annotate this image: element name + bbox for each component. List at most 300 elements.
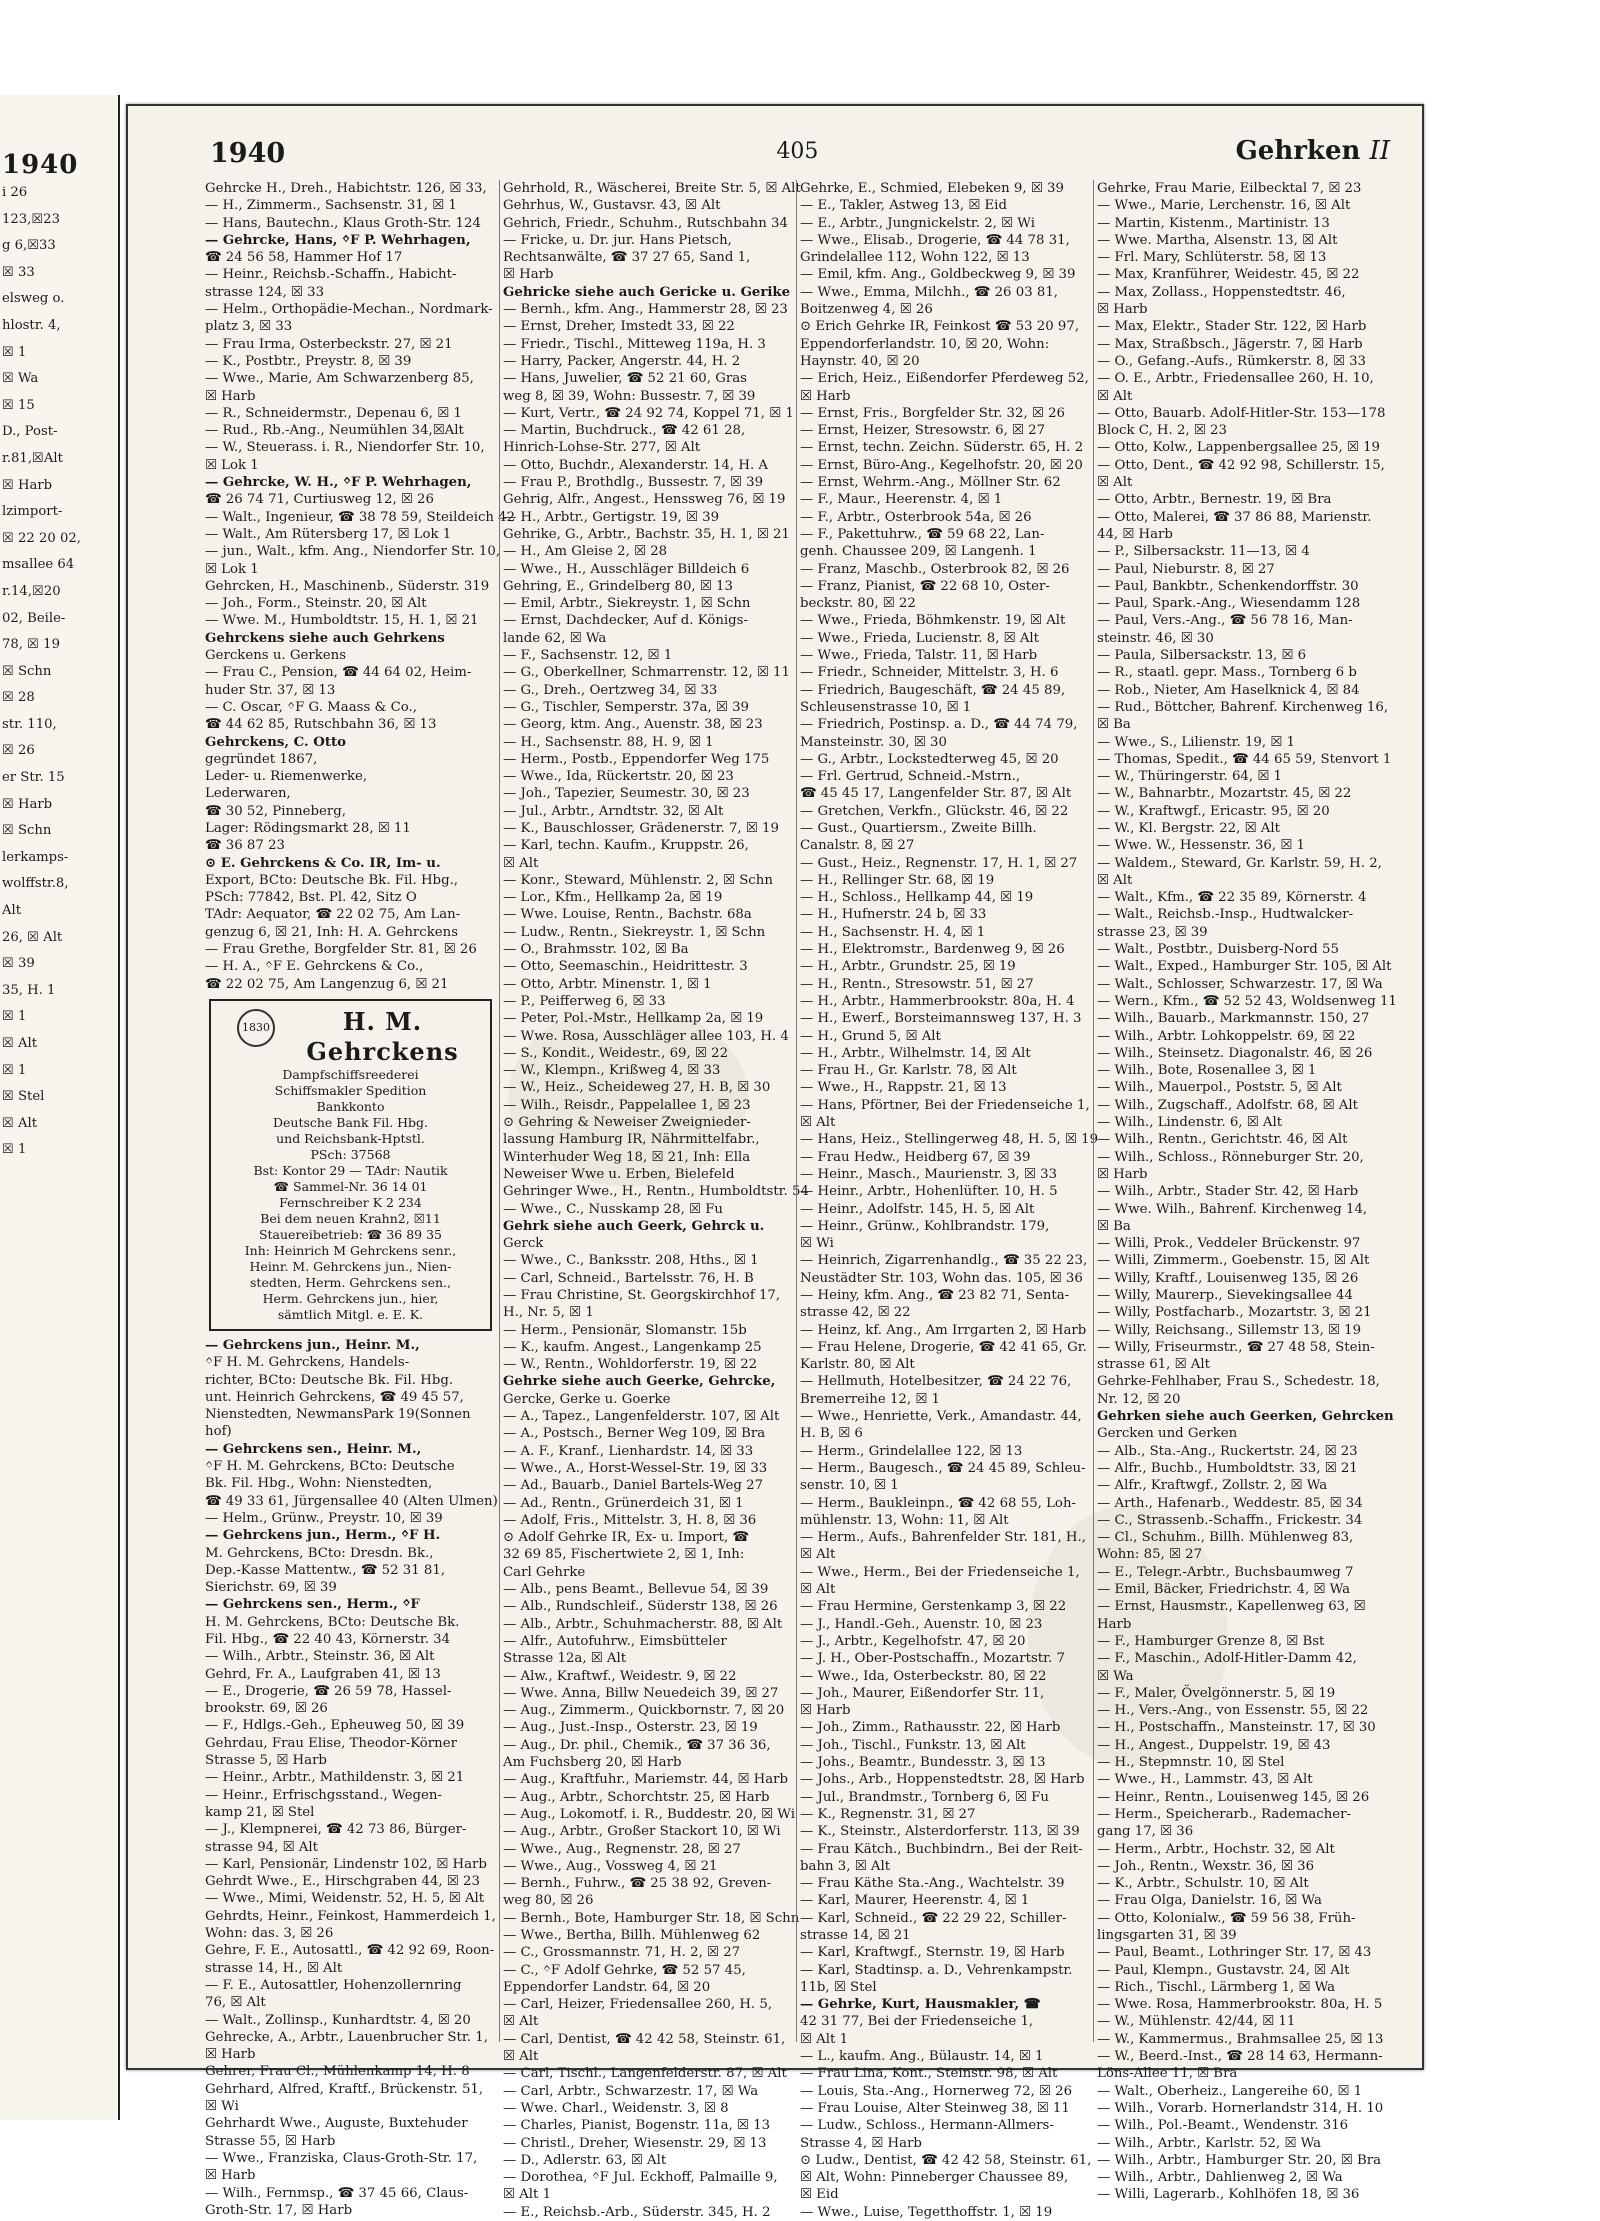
facing-page-line: ☒ 1	[2, 1062, 27, 1078]
directory-entry: — Friedrich, Baugeschäft, ☎ 24 45 89,	[800, 682, 1066, 698]
directory-entry: — Karl, Kraftwgf., Sternstr. 19, ☒ Harb	[800, 1945, 1065, 1961]
section-suffix: II	[1369, 136, 1390, 166]
directory-entry: — Ernst, Dreher, Imstedt 33, ☒ 22	[503, 319, 735, 335]
directory-entry: Lager: Rödingsmarkt 28, ☒ 11	[205, 820, 411, 836]
directory-entry: — Joh., Zimm., Rathausstr. 22, ☒ Harb	[800, 1720, 1061, 1736]
directory-entry: — Wilh., Zugschaff., Adolfstr. 68, ☒ Alt	[1097, 1097, 1358, 1113]
directory-entry: Strasse 55, ☒ Harb	[205, 2133, 336, 2149]
directory-columns	[202, 180, 1397, 2220]
directory-entry: — Wilh., Rentn., Gerichtstr. 46, ☒ Alt	[1097, 1132, 1348, 1148]
ad-line: Fernschreiber K 2 234	[279, 1194, 422, 1210]
directory-entry: ☒ Harb	[1097, 302, 1148, 318]
directory-entry: — Wwe., Marie, Am Schwarzenberg 85,	[205, 371, 474, 387]
directory-entry: — Joh., Maurer, Eißendorfer Str. 11,	[800, 1685, 1045, 1701]
directory-entry: — K., Steinstr., Alsterdorferstr. 113, ☒ 39	[800, 1824, 1080, 1840]
directory-entry: — Max, Kranführer, Weidestr. 45, ☒ 22	[1097, 267, 1360, 283]
directory-entry: Boitzenweg 4, ☒ 26	[800, 302, 933, 318]
directory-entry: — H., Postschaffn., Mansteinstr. 17, ☒ 30	[1097, 1720, 1376, 1736]
directory-entry: — Herm., Baukleinpn., ☎ 42 68 55, Loh-	[800, 1495, 1076, 1511]
directory-entry: — Frau Louise, Alter Steinweg 38, ☒ 11	[800, 2100, 1070, 2116]
column-3-entries	[800, 180, 1099, 2221]
directory-entry: — Alw., Kraftwf., Weidestr. 9, ☒ 22	[503, 1668, 737, 1684]
directory-entry: — W., Kl. Bergstr. 22, ☒ Alt	[1097, 820, 1280, 836]
directory-entry: 11b, ☒ Stel	[800, 1979, 877, 1995]
directory-entry: — Herm., Aufs., Bahrenfelder Str. 181, H.,	[800, 1530, 1086, 1546]
directory-entry: ☎ 44 62 85, Rutschbahn 36, ☒ 13	[205, 717, 437, 733]
directory-entry: — Wwe., Frieda, Talstr. 11, ☒ Harb	[800, 648, 1038, 664]
directory-entry: Export, BCto: Deutsche Bk. Fil. Hbg.,	[205, 872, 459, 888]
directory-entry: — Helm., Orthopädie-Mechan., Nordmark-	[205, 302, 493, 318]
directory-entry: — Willy, Maurerp., Sievekingsallee 44	[1097, 1288, 1353, 1303]
directory-entry: — E., Drogerie, ☎ 26 59 78, Hassel-	[205, 1683, 452, 1699]
directory-entry: — Ad., Rentn., Grünerdeich 31, ☒ 1	[503, 1495, 744, 1511]
directory-entry: ☎ 30 52, Pinneberg,	[205, 803, 346, 819]
directory-entry: — Gust., Heiz., Regnenstr. 17, H. 1, ☒ 27	[800, 855, 1078, 871]
facing-page-line: ☒ Alt	[2, 1115, 38, 1131]
directory-entry: — D., Adlerstr. 63, ☒ Alt	[503, 2152, 667, 2168]
column-1-entries-continued	[205, 1337, 496, 2219]
directory-entry: — F., Pakettuhrw., ☎ 59 68 22, Lan-	[800, 526, 1045, 542]
ad-line: Dampfschiffsreederei	[282, 1066, 419, 1082]
directory-entry: Gehrich, Friedr., Schuhm., Rutschbahn 34	[503, 215, 788, 231]
facing-page-line: ☒ 22 20 02,	[2, 530, 81, 546]
directory-entry: — Franz, Maschb., Osterbrook 82, ☒ 26	[800, 561, 1070, 577]
directory-entry: — J., Arbtr., Kegelhofstr. 47, ☒ 20	[800, 1633, 1026, 1649]
directory-entry: ☒ Alt 1	[800, 2031, 849, 2047]
directory-entry: — Otto, Arbtr. Minenstr. 1, ☒ 1	[503, 976, 712, 992]
directory-entry: ☎ 22 02 75, Am Langenzug 6, ☒ 21	[205, 976, 449, 992]
directory-entry: — Alfr., Autofuhrw., Eimsbütteler	[503, 1633, 727, 1649]
directory-entry: — Carl, Heizer, Friedensallee 260, H. 5,	[503, 1997, 773, 2013]
column-4	[1093, 180, 1397, 2203]
directory-entry: — J. H., Ober-Postschaffn., Mozartstr. 7	[800, 1651, 1065, 1667]
directory-entry: — H., Vers.-Ang., von Essenstr. 55, ☒ 22	[1097, 1703, 1369, 1719]
directory-entry: — Frau Helene, Drogerie, ☎ 42 41 65, Gr.	[800, 1339, 1087, 1355]
directory-entry: Bremerreihe 12, ☒ 1	[800, 1391, 940, 1407]
directory-entry: — Ludw., Rentn., Siekreystr. 1, ☒ Schn	[503, 924, 766, 940]
directory-entry: ☒ Wi	[205, 2099, 239, 2115]
directory-entry: ☒ Alt	[503, 2049, 539, 2065]
directory-entry: — C. Oscar, ᛜF G. Maass & Co.,	[205, 699, 417, 715]
directory-entry: — S., Kondit., Weidestr., 69, ☒ 22	[503, 1045, 729, 1061]
directory-entry: — Louis, Sta.-Ang., Hornerweg 72, ☒ 26	[800, 2083, 1073, 2099]
directory-entry: Canalstr. 8, ☒ 27	[800, 838, 915, 854]
directory-entry: — J., Handl.-Geh., Auenstr. 10, ☒ 23	[800, 1616, 1043, 1632]
directory-entry: Gehrhus, W., Gustavsr. 43, ☒ Alt	[503, 198, 721, 214]
directory-entry: — K., Bauschlosser, Grädenerstr. 7, ☒ 19	[503, 820, 779, 836]
directory-entry: Neweiser Wwe u. Erben, Bielefeld	[503, 1166, 735, 1182]
directory-entry: — C., ᛜF Adolf Gehrke, ☎ 52 57 45,	[503, 1962, 746, 1978]
directory-entry: Carl Gehrke	[503, 1564, 586, 1580]
directory-entry: — Joh., Rentn., Wexstr. 36, ☒ 36	[1097, 1858, 1315, 1874]
directory-entry: Dep.-Kasse Mattentw., ☎ 52 31 81,	[205, 1562, 446, 1578]
facing-page-lines	[0, 180, 118, 1164]
ad-line: PSch: 37568	[310, 1146, 391, 1162]
directory-entry: ☒ Harb	[205, 2168, 256, 2184]
directory-entry: — Wwe., Ida, Osterbeckstr. 80, ☒ 22	[800, 1668, 1047, 1684]
directory-entry: strasse 14, H., ☒ Alt	[205, 1960, 343, 1976]
directory-entry: — Konr., Steward, Mühlenstr. 2, ☒ Schn	[503, 872, 773, 888]
ad-line: Schiffsmakler Spedition	[274, 1082, 427, 1098]
directory-entry: Nr. 12, ☒ 20	[1097, 1391, 1181, 1407]
directory-entry: — K., Regnenstr. 31, ☒ 27	[800, 1806, 976, 1822]
directory-entry: — Otto, Dent., ☎ 42 92 98, Schillerstr. 15,	[1097, 457, 1385, 473]
directory-entry: lande 62, ☒ Wa	[503, 630, 607, 646]
directory-entry: — Wilh., Arbtr., Stader Str. 42, ☒ Harb	[1097, 1184, 1359, 1200]
facing-page-line: elsweg o.	[2, 291, 65, 307]
facing-page-line: g 6,☒33	[2, 238, 56, 254]
directory-entry: Gehrckens siehe auch Gehrkens	[205, 630, 445, 646]
directory-entry: — Herm., Pensionär, Slomanstr. 15b	[503, 1322, 747, 1338]
directory-entry: — H., Stepmnstr. 10, ☒ Stel	[1097, 1755, 1285, 1771]
directory-entry: — Alb., pens Beamt., Bellevue 54, ☒ 39	[503, 1582, 769, 1598]
directory-entry: — Frau Hermine, Gerstenkamp 3, ☒ 22	[800, 1599, 1067, 1615]
directory-entry: — Erich, Heiz., Eißendorfer Pferdeweg 52,	[800, 371, 1089, 387]
facing-page-line: ☒ Harb	[2, 796, 53, 812]
directory-entry: — Max, Straßbsch., Jägerstr. 7, ☒ Harb	[1097, 336, 1363, 352]
directory-entry: — Willi, Prok., Veddeler Brückenstr. 97	[1097, 1236, 1361, 1252]
directory-entry: — Aug., Zimmerm., Quickbornstr. 7, ☒ 20	[503, 1703, 785, 1719]
directory-entry: — W., Steuerass. i. R., Niendorfer Str. 10,	[205, 440, 485, 456]
directory-entry: — Bernh., Bote, Hamburger Str. 18, ☒ Schn	[503, 1910, 800, 1926]
directory-entry: H., Nr. 5, ☒ 1	[503, 1305, 594, 1321]
directory-entry: — Karl, Pensionär, Lindenstr 102, ☒ Harb	[205, 1856, 487, 1872]
directory-entry: ⊙ Adolf Gehrke IR, Ex- u. Import, ☎	[503, 1530, 749, 1546]
directory-entry: — Wilh., Fernmsp., ☎ 37 45 66, Claus-	[205, 2185, 469, 2201]
directory-entry: steinstr. 46, ☒ 30	[1097, 630, 1214, 646]
directory-entry: ☒ Wi	[800, 1236, 834, 1252]
directory-entry: — Wilh., Arbtr. Lohkoppelstr. 69, ☒ 22	[1097, 1028, 1356, 1044]
directory-entry: — Harry, Packer, Angerstr. 44, H. 2	[503, 353, 741, 369]
directory-entry: — Bernh., kfm. Ang., Hammerstr 28, ☒ 23	[503, 302, 788, 318]
directory-entry: weg 80, ☒ 26	[503, 1893, 594, 1909]
directory-entry: — Wilh., Reisdr., Pappelallee 1, ☒ 23	[503, 1097, 751, 1113]
directory-entry: — W., Kraftwgf., Ericastr. 95, ☒ 20	[1097, 803, 1330, 819]
directory-entry: — Gehrckens sen., Heinr. M.,	[205, 1441, 422, 1457]
facing-page-line: i 26	[2, 185, 28, 200]
directory-entry: — W., Klempn., Krißweg 4, ☒ 33	[503, 1063, 721, 1079]
directory-entry: — Otto, Buchdr., Alexanderstr. 14, H. A	[503, 457, 768, 473]
facing-page-line: r.81,☒Alt	[2, 450, 63, 466]
directory-entry: — Wwe., Franziska, Claus-Groth-Str. 17,	[205, 2150, 478, 2166]
directory-entry: Gehrhard, Alfred, Kraftf., Brückenstr. 51,	[205, 2081, 484, 2097]
directory-entry: — Ad., Bauarb., Daniel Bartels-Weg 27	[503, 1478, 764, 1494]
page-year: 1940	[210, 138, 286, 169]
directory-entry: — Heinz, kf. Ang., Am Irrgarten 2, ☒ Harb	[800, 1322, 1087, 1338]
facing-page-line: ☒ 1	[2, 1142, 27, 1158]
directory-entry: — Wilh., Vorarb. Hornerlandstr 314, H. 10	[1097, 2100, 1384, 2116]
directory-entry: — Gust., Quartiersm., Zweite Billh.	[800, 820, 1037, 836]
directory-entry: — Ernst, Dachdecker, Auf d. Königs-	[503, 613, 748, 629]
directory-entry: — P., Silbersackstr. 11—13, ☒ 4	[1097, 544, 1310, 560]
directory-entry: ☒ Alt	[503, 855, 539, 871]
directory-entry: — Walt., Exped., Hamburger Str. 105, ☒ Alt	[1097, 959, 1392, 975]
directory-entry: — Emil, Arbtr., Siekreystr. 1, ☒ Schn	[503, 596, 751, 612]
directory-entry: — Carl, Arbtr., Schwarzestr. 17, ☒ Wa	[503, 2083, 759, 2099]
directory-entry: Gehrke siehe auch Geerke, Gehrcke,	[503, 1374, 776, 1390]
directory-entry: — Wwe. Louise, Rentn., Bachstr. 68a	[503, 907, 752, 923]
directory-entry: Gehrd, Fr. A., Laufgraben 41, ☒ 13	[205, 1666, 441, 1682]
directory-entry: ☒ Alt	[800, 1547, 836, 1563]
directory-entry: Gehrke-Fehlhaber, Frau S., Schedestr. 18,	[1097, 1374, 1380, 1390]
directory-entry: M. Gehrckens, BCto: Dresdn. Bk.,	[205, 1545, 434, 1561]
directory-entry: Gehringer Wwe., H., Rentn., Humboldtstr. 54	[503, 1184, 809, 1200]
directory-entry: — Wwe. Charl., Weidenstr. 3, ☒ 8	[503, 2100, 729, 2116]
directory-entry: gegründet 1867,	[205, 751, 318, 767]
directory-entry: — W., Beerd.-Inst., ☎ 28 14 63, Hermann-	[1097, 2049, 1383, 2065]
directory-entry: — Walt., Zollinsp., Kunhardtstr. 4, ☒ 20	[205, 2012, 471, 2028]
directory-entry: — Carl, Schneid., Bartelsstr. 76, H. B	[503, 1270, 754, 1286]
directory-entry: huder Str. 37, ☒ 13	[205, 682, 336, 698]
facing-page-line: r.14,☒20	[2, 583, 61, 599]
directory-entry: — Dorothea, ᛜF Jul. Eckhoff, Palmaille 9,	[503, 2170, 778, 2186]
directory-entry: Strasse 5, ☒ Harb	[205, 1753, 327, 1769]
directory-entry: richter, BCto: Deutsche Bk. Fil. Hbg.	[205, 1372, 454, 1388]
directory-entry: Mansteinstr. 30, ☒ 30	[800, 734, 947, 750]
ad-line: Inh: Heinrich M Gehrckens senr.,	[244, 1242, 457, 1258]
directory-entry: ☎ 26 74 71, Curtiusweg 12, ☒ 26	[205, 492, 434, 508]
directory-entry: — H., Grund 5, ☒ Alt	[800, 1028, 941, 1044]
directory-entry: — Otto, Seemaschin., Heidrittestr. 3	[503, 959, 748, 975]
directory-entry: ☒ Ba	[1097, 1218, 1131, 1234]
directory-entry: ☒ Lok 1	[205, 561, 259, 577]
facing-page-line: Alt	[2, 903, 22, 919]
directory-entry: ☎ 36 87 23	[205, 838, 286, 854]
directory-entry: — F. E., Autosattler, Hohenzollernring	[205, 1977, 462, 1993]
directory-entry: — Aug., Kraftfuhr., Mariemstr. 44, ☒ Harb	[503, 1772, 789, 1788]
directory-entry: — Carl, Tischl., Langenfelderstr. 87, ☒ Alt	[503, 2066, 787, 2082]
directory-entry: — Herm., Postb., Eppendorfer Weg 175	[503, 751, 770, 767]
directory-entry: beckstr. 80, ☒ 22	[800, 596, 916, 612]
directory-entry: — Gehrcke, Hans, ᛜF P. Wehrhagen,	[205, 232, 471, 248]
directory-entry: — Karl, techn. Kaufm., Kruppstr. 26,	[503, 838, 749, 854]
directory-entry: — Heinr., Arbtr., Hohenlüfter. 10, H. 5	[800, 1184, 1058, 1200]
directory-entry: — Wwe., A., Horst-Wessel-Str. 19, ☒ 33	[503, 1460, 768, 1476]
directory-entry: — Wwe., C., Nusskamp 28, ☒ Fu	[503, 1201, 723, 1217]
directory-entry: Gehrke, E., Schmied, Elebeken 9, ☒ 39	[800, 181, 1064, 196]
directory-entry: strasse 14, ☒ 21	[800, 1927, 911, 1943]
directory-entry: ☒ Alt	[1097, 475, 1133, 491]
directory-entry: — Wwe. M., Humboldtstr. 15, H. 1, ☒ 21	[205, 613, 479, 629]
directory-entry: — Wilh., Mauerpol., Poststr. 5, ☒ Alt	[1097, 1080, 1342, 1096]
directory-entry: strasse 23, ☒ 39	[1097, 924, 1208, 940]
directory-entry: Grindelallee 112, Wohn 122, ☒ 13	[800, 250, 1030, 266]
directory-entry: TAdr: Aequator, ☎ 22 02 75, Am Lan-	[205, 907, 461, 923]
directory-entry: Hinrich-Lohse-Str. 277, ☒ Alt	[503, 440, 701, 456]
facing-page-line: str. 110,	[2, 716, 57, 732]
directory-entry: ☒ Eid	[800, 2187, 839, 2203]
directory-entry: — Aug., Just.-Insp., Osterstr. 23, ☒ 19	[503, 1720, 758, 1736]
directory-entry: — Wwe., Frieda, Lucienstr. 8, ☒ Alt	[800, 630, 1040, 646]
directory-entry: — Alfr., Kraftwgf., Zollstr. 2, ☒ Wa	[1097, 1478, 1328, 1494]
directory-entry: — A., Postsch., Berner Weg 109, ☒ Bra	[503, 1426, 766, 1442]
ad-line: sämtlich Mitgl. e. E. K.	[277, 1306, 424, 1322]
facing-page-line: lzimport-	[2, 504, 63, 520]
directory-entry: Gehring, E., Grindelberg 80, ☒ 13	[503, 578, 733, 594]
directory-entry: — F., Maur., Heerenstr. 4, ☒ 1	[800, 492, 1003, 508]
directory-entry: — Wwe., Mimi, Weidenstr. 52, H. 5, ☒ Alt	[205, 1891, 485, 1907]
directory-entry: — F., Maler, Övelgönnerstr. 5, ☒ 19	[1097, 1685, 1336, 1701]
directory-entry: — Otto, Bauarb. Adolf-Hitler-Str. 153—178	[1097, 405, 1386, 421]
directory-entry: — Hans, Heiz., Stellingerweg 48, H. 5, ☒ 19	[800, 1132, 1099, 1148]
directory-entry: — Frl. Mary, Schlüterstr. 58, ☒ 13	[1097, 250, 1327, 266]
directory-entry: — O., Gefang.-Aufs., Rümkerstr. 8, ☒ 33	[1097, 353, 1367, 369]
directory-entry: — Herm., Arbtr., Hochstr. 32, ☒ Alt	[1097, 1841, 1335, 1857]
directory-entry: ☒ Harb	[800, 1703, 851, 1719]
directory-entry: ☒ Harb	[1097, 1166, 1148, 1182]
directory-entry: — Willy, Friseurmstr., ☎ 27 48 58, Stein-	[1097, 1339, 1375, 1355]
directory-entry: ⊙ Gehring & Neweiser Zweignieder-	[503, 1115, 751, 1131]
directory-entry: — Gretchen, Verkfn., Glückstr. 46, ☒ 22	[800, 803, 1069, 819]
directory-entry: — O., Brahmsstr. 102, ☒ Ba	[503, 942, 689, 958]
directory-entry: Eppendorferlandstr. 10, ☒ 20, Wohn:	[800, 336, 1050, 352]
directory-entry: — Jul., Arbtr., Arndtstr. 32, ☒ Alt	[503, 803, 724, 819]
facing-page-line: 35, H. 1	[2, 982, 56, 998]
directory-entry: Schleusenstrasse 10, ☒ 1	[800, 699, 972, 715]
directory-entry: lassung Hamburg IR, Nährmittelfabr.,	[503, 1132, 760, 1148]
directory-entry: — H., Elektromstr., Bardenweg 9, ☒ 26	[800, 942, 1065, 958]
directory-entry: — Thomas, Spedit., ☎ 44 65 59, Stenvort 1	[1097, 751, 1392, 767]
directory-entry: — Walt., Schlosser, Schwarzestr. 17, ☒ Wa	[1097, 976, 1383, 992]
directory-entry: — Paul, Nieburstr. 8, ☒ 27	[1097, 561, 1275, 577]
directory-entry: — Willi, Lagerarb., Kohlhöfen 18, ☒ 36	[1097, 2187, 1360, 2203]
directory-entry: Gercke, Gerke u. Goerke	[503, 1391, 671, 1407]
directory-entry: — Ernst, Heizer, Stresowstr. 6, ☒ 27	[800, 423, 1046, 439]
directory-entry: — Rud., Böttcher, Bahrenf. Kirchenweg 16,	[1097, 699, 1389, 715]
facing-page-line: ☒ 1	[2, 1009, 27, 1025]
facing-page-line: ☒ Schn	[2, 823, 52, 839]
directory-entry: — C., Strassenb.-Schaffn., Frickestr. 34	[1097, 1512, 1363, 1528]
directory-entry: Fil. Hbg., ☎ 22 40 43, Körnerstr. 34	[205, 1632, 451, 1647]
directory-entry: — Frl. Gertrud, Schneid.-Mstrn.,	[800, 769, 1021, 785]
directory-entry: — R., staatl. gepr. Mass., Tornberg 6 b	[1097, 665, 1357, 681]
directory-entry: ☒ Lok 1	[205, 457, 259, 473]
directory-entry: weg 8, ☒ 39, Wohn: Bussestr. 7, ☒ 39	[503, 388, 756, 404]
directory-entry: — Hellmuth, Hotelbesitzer, ☎ 24 22 76,	[800, 1374, 1072, 1390]
directory-entry: mühlenstr. 13, Wohn: 11, ☒ Alt	[800, 1512, 1009, 1528]
directory-entry: — Frau Lina, Kont., Steinstr. 98, ☒ Alt	[800, 2066, 1058, 2082]
directory-entry: — Rich., Tischl., Lärmberg 1, ☒ Wa	[1097, 1979, 1336, 1995]
directory-entry: — F., Hamburger Grenze 8, ☒ Bst	[1097, 1633, 1325, 1649]
directory-entry: Gehrdts, Heinr., Feinkost, Hammerdeich 1,	[205, 1908, 496, 1924]
directory-entry: Gehrcke H., Dreh., Habichtstr. 126, ☒ 33,	[205, 181, 487, 196]
directory-entry: — Frau Christine, St. Georgskirchhof 17,	[503, 1288, 781, 1303]
directory-entry: — Paula, Silbersackstr. 13, ☒ 6	[1097, 648, 1307, 664]
directory-entry: ☒ Alt	[1097, 872, 1133, 888]
directory-entry: — Heiny, kfm. Ang., ☎ 23 82 71, Senta-	[800, 1288, 1070, 1303]
section-name: Gehrken	[1235, 136, 1361, 166]
directory-entry: — Frau Hedw., Heidberg 67, ☒ 39	[800, 1149, 1031, 1165]
directory-entry: — Peter, Pol.-Mstr., Hellkamp 2a, ☒ 19	[503, 1011, 764, 1027]
directory-entry: ☒ Alt	[800, 1115, 836, 1131]
facing-page-line: er Str. 15	[2, 770, 65, 786]
directory-entry: — G., Tischler, Semperstr. 37a, ☒ 39	[503, 699, 749, 715]
directory-entry: ☒ Alt	[1097, 388, 1133, 404]
directory-entry: — H., Schloss., Hellkamp 44, ☒ 19	[800, 890, 1034, 906]
column-1-entries	[205, 180, 516, 993]
directory-entry: — Wwe., Bertha, Billh. Mühlenweg 62	[503, 1927, 761, 1943]
directory-entry: 76, ☒ Alt	[205, 1995, 266, 2011]
directory-entry: — Heinr., Reichsb.-Schaffn., Habicht-	[205, 267, 457, 283]
directory-entry: — H., Rellinger Str. 68, ☒ 19	[800, 872, 995, 888]
directory-entry: — Adolf, Fris., Mittelstr. 3, H. 8, ☒ 36	[503, 1512, 757, 1528]
directory-entry: — Willi, Zimmerm., Goebenstr. 15, ☒ Alt	[1097, 1253, 1370, 1269]
directory-entry: kamp 21, ☒ Stel	[205, 1804, 315, 1820]
directory-entry: ᛜF H. M. Gehrckens, Handels-	[205, 1355, 410, 1371]
directory-entry: — Wwe., S., Lilienstr. 19, ☒ 1	[1097, 734, 1295, 750]
directory-entry: ☒ Alt, Wohn: Pinneberger Chaussee 89,	[800, 2170, 1069, 2186]
section-heading	[1236, 136, 1390, 166]
directory-entry: — Rob., Nieter, Am Haselknick 4, ☒ 84	[1097, 682, 1360, 698]
directory-entry: — Johs., Arb., Hoppenstedtstr. 28, ☒ Harb	[800, 1772, 1085, 1788]
directory-entry: — Heinr., Rentn., Louisenweg 145, ☒ 26	[1097, 1789, 1370, 1805]
directory-entry: — Ernst, techn. Zeichn. Süderstr. 65, H. 2	[800, 440, 1084, 456]
directory-entry: — Paul, Bankbtr., Schenkendorffstr. 30	[1097, 578, 1359, 594]
directory-entry: — Herm., Baugesch., ☎ 24 45 89, Schleu-	[800, 1460, 1086, 1476]
directory-entry: — Gehrckens sen., Herm., ᛜF	[205, 1597, 420, 1613]
facing-page-line: msallee 64	[2, 557, 75, 573]
directory-entry: Sierichstr. 69, ☒ 39	[205, 1580, 337, 1596]
ad-line: stedten, Herm. Gehrckens sen.,	[250, 1274, 451, 1290]
directory-entry: ⊙ Erich Gehrke IR, Feinkost ☎ 53 20 97,	[800, 319, 1080, 335]
directory-entry: — Rud., Rb.-Ang., Neumühlen 34,☒Alt	[205, 423, 464, 439]
ad-text	[217, 1067, 484, 1323]
directory-entry: — Lor., Kfm., Hellkamp 2a, ☒ 19	[503, 890, 723, 906]
ad-line: und Reichsbank-Hptstl.	[276, 1130, 425, 1146]
ad-line: Bst: Kontor 29 — TAdr: Nautik	[253, 1162, 448, 1178]
directory-entry: Eppendorfer Landstr. 64, ☒ 20	[503, 1979, 711, 1995]
directory-entry: — Walt., Kfm., ☎ 22 35 89, Körnerstr. 4	[1097, 890, 1367, 906]
directory-entry: — H., Am Gleise 2, ☒ 28	[503, 544, 668, 560]
directory-entry: — Friedr., Tischl., Mitteweg 119a, H. 3	[503, 336, 766, 352]
directory-entry: — Gehrckens jun., Herm., ᛜF H.	[205, 1528, 441, 1544]
facing-page-line: 26, ☒ Alt	[2, 929, 63, 945]
directory-entry: — Wwe. Anna, Billw Neuedeich 39, ☒ 27	[503, 1685, 779, 1701]
directory-entry: — Paul, Beamt., Lothringer Str. 17, ☒ 43	[1097, 1945, 1372, 1961]
directory-entry: — Heinr., Adolfstr. 145, H. 5, ☒ Alt	[800, 1201, 1035, 1217]
advertisement-box	[209, 999, 492, 1331]
directory-entry: Nienstedten, NewmansPark 19(Sonnen	[205, 1407, 471, 1423]
directory-entry: ⊙ Ludw., Dentist, ☎ 42 42 58, Steinstr. 61,	[800, 2152, 1092, 2168]
directory-entry: — Fricke, u. Dr. jur. Hans Pietsch,	[503, 232, 732, 248]
directory-entry: — L., kaufm. Ang., Bülaustr. 14, ☒ 1	[800, 2049, 1044, 2065]
directory-entry: — Heinr., Grünw., Kohlbrandstr. 179,	[800, 1218, 1050, 1234]
directory-entry: — Aug., Arbtr., Schorchtstr. 25, ☒ Harb	[503, 1789, 770, 1805]
facing-page-line: ☒ 28	[2, 690, 35, 706]
directory-entry: ⊙ E. Gehrckens & Co. IR, Im- u.	[205, 855, 441, 871]
directory-entry: — Wwe., H., Ausschläger Billdeich 6	[503, 561, 750, 577]
directory-entry: — Heinr., Erfrischgsstand., Wegen-	[205, 1787, 442, 1803]
directory-entry: — Heinr., Arbtr., Mathildenstr. 3, ☒ 21	[205, 1770, 465, 1786]
directory-entry: — Friedr., Schneider, Mittelstr. 3, H. 6	[800, 665, 1059, 681]
column-3	[796, 180, 1099, 2220]
page-header	[210, 126, 1390, 176]
directory-entry: — Aug., Arbtr., Großer Stackort 10, ☒ Wi	[503, 1824, 781, 1840]
column-1	[202, 180, 516, 2218]
directory-entry: — K., Arbtr., Schulstr. 10, ☒ Alt	[1097, 1876, 1309, 1892]
directory-entry: senstr. 10, ☒ 1	[800, 1478, 899, 1494]
directory-entry: — A., Tapez., Langenfelderstr. 107, ☒ Alt	[503, 1409, 780, 1425]
directory-entry: — Wilh., Arbtr., Dahlienweg 2, ☒ Wa	[1097, 2170, 1343, 2186]
directory-entry: — Otto, Arbtr., Bernestr. 19, ☒ Bra	[1097, 492, 1332, 508]
directory-entry: — Wwe. W., Hessenstr. 36, ☒ 1	[1097, 838, 1305, 854]
directory-entry: ☒ Alt 1	[503, 2187, 552, 2203]
directory-entry: — Carl, Dentist, ☎ 42 42 58, Steinstr. 61,	[503, 2031, 786, 2047]
facing-page-line: ☒ Schn	[2, 663, 52, 679]
directory-entry: — Herm., Speicherarb., Rademacher-	[1097, 1806, 1351, 1822]
facing-page-year: 1940	[2, 150, 79, 180]
directory-entry: — Wern., Kfm., ☎ 52 52 43, Woldsenweg 11	[1097, 993, 1397, 1009]
